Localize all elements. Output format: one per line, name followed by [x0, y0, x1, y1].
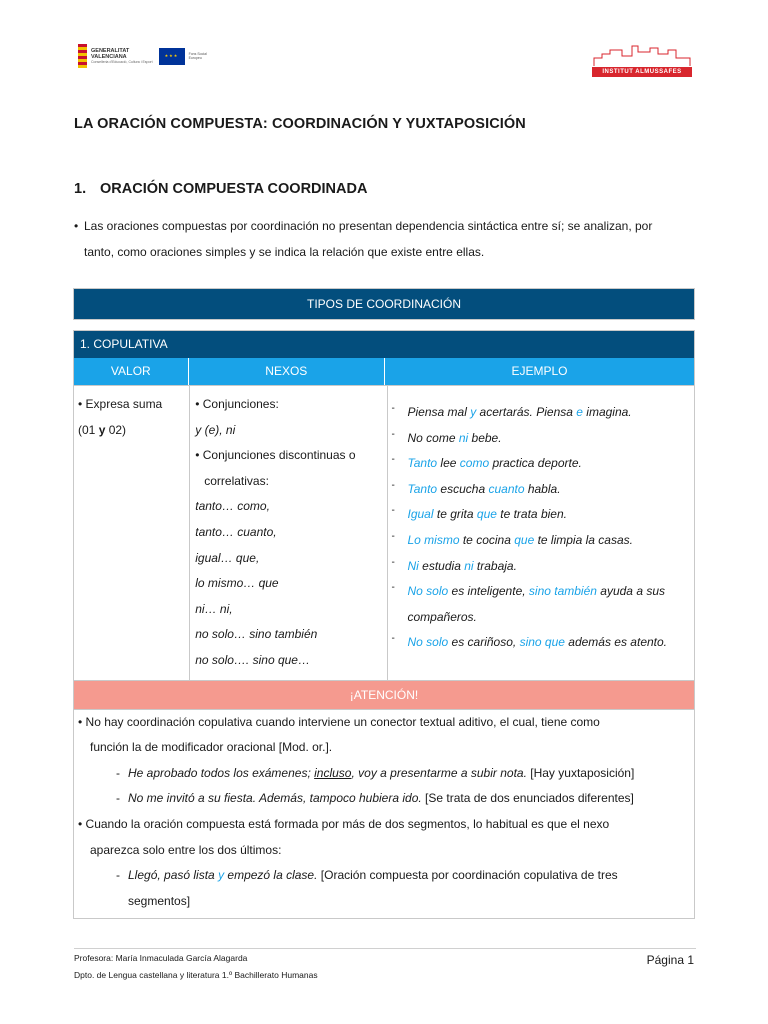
- table-subtitle: 1. COPULATIVA: [73, 330, 695, 358]
- example-item: - No solo es inteligente, sino también ayuda a sus compañeros.: [391, 582, 665, 624]
- nexos-cell: [190, 386, 387, 680]
- attention-notes: [73, 710, 695, 920]
- example-item: - Tanto lee como practica deporte.: [391, 454, 582, 471]
- note-example: - Llegó, pasó lista y empezó la clase. [Oración compuesta por coordinación copulativa de tres: [116, 868, 618, 883]
- generalitat-logo: [78, 44, 219, 68]
- section-title: [74, 181, 367, 197]
- table-title: TIPOS DE COORDINACIÓN: [73, 288, 695, 320]
- example-item: - Piensa mal y acertarás. Piensa e imagina.: [391, 403, 632, 419]
- bullet: •: [74, 219, 79, 233]
- example-item: - Igual te grita que te trata bien.: [391, 505, 567, 522]
- column-headers: [73, 358, 695, 386]
- intro-line-1: Las oraciones compuestas por coordinación no presentan dependencia sintáctica entre sí; se analizan, por: [84, 219, 653, 233]
- eu-flag-icon: [159, 48, 185, 65]
- nexo-line: igual… que,: [195, 550, 260, 565]
- nexo-line: tanto… como,: [195, 499, 270, 514]
- generalitat-text: [91, 48, 153, 64]
- example-item: - Tanto escucha cuanto habla.: [391, 479, 561, 496]
- gv-line2: VALENCIANA: [91, 54, 127, 60]
- nexo-line: no solo…. sino que…: [195, 652, 310, 667]
- nexo-line: y (e), ni: [195, 422, 236, 437]
- valor-line-2: (01 y 02): [78, 422, 127, 437]
- nexo-line: tanto… cuanto,: [195, 524, 277, 539]
- document-title: LA ORACIÓN COMPUESTA: COORDINACIÓN Y YUXTAPOSICIÓN: [74, 116, 526, 132]
- col-header-ejemplo: EJEMPLO: [511, 364, 568, 378]
- nexo-line: lo mismo… que: [195, 576, 279, 591]
- page-footer: [74, 948, 696, 989]
- note-example: - No me invitó a su fiesta. Además, tampoco hubiera ido. [Se trata de dos enunciados diferentes]: [116, 791, 634, 806]
- intro-paragraph: [74, 214, 696, 265]
- nexo-line: ni… ni,: [195, 601, 233, 616]
- institute-name: INSTITUT ALMUSSAFES: [592, 67, 692, 77]
- footer-teacher: Profesora: María Inmaculada García Alagarda: [74, 953, 248, 963]
- footer-department: Dpto. de Lengua castellana y literatura 1.º Bachillerato Humanas: [74, 970, 318, 980]
- note-line: aparezca solo entre los dos últimos:: [90, 842, 282, 857]
- institute-logo: [592, 44, 692, 76]
- example-item: - No solo es cariñoso, sino que además es atento.: [391, 633, 668, 650]
- attention-banner: ¡ATENCIÓN!: [73, 681, 695, 710]
- note-example: - He aprobado todos los exámenes; incluso, voy a presentarme a subir nota. [Hay yuxtaposición]: [116, 765, 635, 780]
- col-header-valor: VALOR: [74, 358, 189, 385]
- gv-line1: GENERALITAT: [91, 48, 130, 54]
- header-logos: [0, 40, 768, 80]
- intro-line-2: tanto, como oraciones simples y se indica la relación que existe entre ellas.: [84, 244, 485, 259]
- nexo-line: no solo… sino también: [195, 627, 318, 642]
- section-title-text: ORACIÓN COMPUESTA COORDINADA: [100, 181, 368, 197]
- generalitat-emblem-icon: [78, 44, 87, 68]
- coordination-table: [73, 288, 695, 919]
- note-line: función la de modificador oracional [Mod. or.].: [90, 740, 333, 755]
- table-row: [73, 386, 695, 681]
- page-number: Página 1: [646, 953, 694, 967]
- section-number: 1.: [74, 181, 87, 197]
- note-line: • No hay coordinación copulativa cuando interviene un conector textual aditivo, el cual, tiene como: [78, 714, 600, 729]
- note-line: segmentos]: [128, 893, 191, 908]
- note-line: • Cuando la oración compuesta está formada por más de dos segmentos, lo habitual es que el nexo: [78, 816, 610, 831]
- valor-line-1: • Expresa suma: [78, 397, 163, 411]
- example-item: - No come ni bebe.: [391, 428, 502, 445]
- ejemplo-cell: [388, 386, 695, 680]
- example-item: - Lo mismo te cocina que te limpia la casas.: [391, 530, 633, 547]
- nexo-line: • Conjunciones discontinuas o: [195, 448, 356, 463]
- valor-cell: [74, 386, 190, 680]
- eu-text: Fons Social Europeu: [188, 52, 207, 60]
- castle-skyline-icon: [592, 44, 692, 66]
- col-header-nexos: NEXOS: [189, 358, 385, 385]
- nexo-line: correlativas:: [204, 473, 269, 488]
- gv-sub: Conselleria d'Educació, Cultura i Esport: [91, 60, 153, 64]
- nexo-line: • Conjunciones:: [195, 397, 279, 411]
- example-item: - Ni estudia ni trabaja.: [391, 556, 517, 573]
